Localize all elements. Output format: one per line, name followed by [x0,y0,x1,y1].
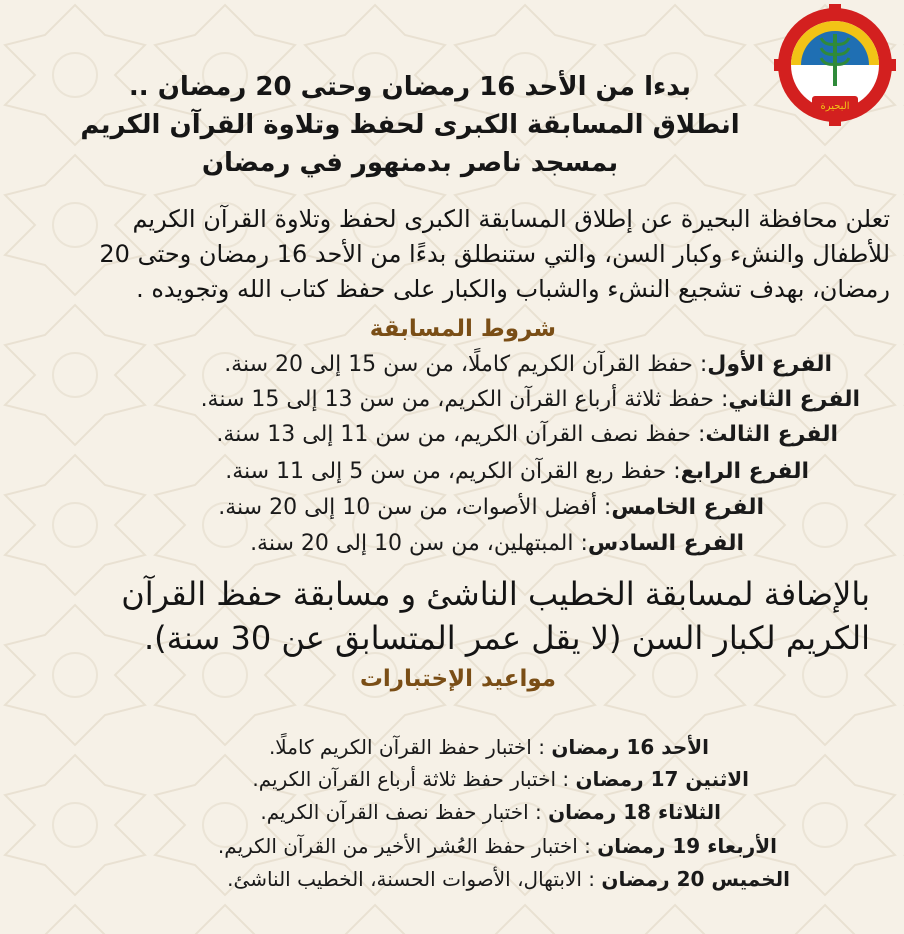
extra-line: الكريم لكبار السن (لا يقل عمر المتسابق عن 30 سنة). [144,619,870,657]
extra-line: بالإضافة لمسابقة الخطيب الناشئ و مسابقة حفظ القرآن [121,575,870,613]
schedule-text: : اختبار حفظ العُشر الأخير من القرآن الكريم. [217,834,598,858]
schedule-day: الأحد 16 رمضان [551,735,709,759]
schedule-text: : الابتهال، الأصوات الحسنة، الخطيب الناشئ. [227,867,602,891]
branch-text: : حفظ القرآن الكريم كاملًا، من سن 15 إلى 20 سنة. [224,352,708,377]
branch-text: : حفظ نصف القرآن الكريم، من سن 11 إلى 13 سنة. [216,422,706,447]
branch-label: الفرع السادس [587,531,744,556]
branch-label: الفرع الرابع [680,459,809,484]
intro-paragraph [8,202,890,307]
branch-text: : المبتهلين، من سن 10 إلى 20 سنة. [250,531,588,556]
headline [60,68,760,182]
schedule-day: الثلاثاء 18 رمضان [548,800,721,824]
branch-item [224,348,832,382]
logo-text: البحيرة [820,101,850,112]
intro-line: رمضان، بهدف تشجيع النشء والشباب والكبار على حفظ كتاب الله وتجويده . [136,275,890,303]
headline-line: انطلاق المسابقة الكبرى لحفظ وتلاوة القرآن الكريم [80,110,740,140]
conditions-title: شروط المسابقة [369,316,556,342]
headline-line: بدءا من الأحد 16 رمضان وحتى 20 رمضان .. [128,72,692,102]
schedule-item [260,797,721,827]
schedule-title: مواعيد الإختبارات [359,666,556,692]
schedule-text: : اختبار حفظ نصف القرآن الكريم. [260,800,549,824]
extra-competitions [40,572,870,660]
beheira-governorate-logo [774,4,896,126]
branch-label: الفرع الثالث [705,422,838,447]
branch-item [218,491,764,525]
branch-text: : حفظ ربع القرآن الكريم، من سن 5 إلى 11 سنة. [225,459,681,484]
branch-text: : أفضل الأصوات، من سن 10 إلى 20 سنة. [218,495,612,520]
branch-label: الفرع الثاني [728,387,860,412]
branch-item [225,455,809,489]
branch-item [216,418,838,452]
headline-line: بمسجد ناصر بدمنهور في رمضان [201,148,619,178]
branch-item [250,527,744,561]
schedule-item [218,831,777,861]
branch-item [201,383,860,417]
schedule-item [269,732,709,762]
schedule-item [227,864,790,894]
schedule-text: : اختبار حفظ القرآن الكريم كاملًا. [268,735,552,759]
schedule-day: الخميس 20 رمضان [601,867,790,891]
schedule-day: الأربعاء 19 رمضان [597,834,777,858]
intro-line: للأطفال والنشء وكبار السن، والتي ستنطلق بدءًا من الأحد 16 رمضان وحتى 20 [99,240,890,268]
branch-label: الفرع الخامس [611,495,764,520]
schedule-text: : اختبار حفظ ثلاثة أرباع القرآن الكريم. [252,767,576,791]
intro-line: تعلن محافظة البحيرة عن إطلاق المسابقة الكبرى لحفظ وتلاوة القرآن الكريم [132,205,890,233]
schedule-day: الاثنين 17 رمضان [575,767,749,791]
schedule-item [252,764,749,794]
branch-text: : حفظ ثلاثة أرباع القرآن الكريم، من سن 13 إلى 15 سنة. [200,387,729,412]
branch-label: الفرع الأول [707,352,832,377]
